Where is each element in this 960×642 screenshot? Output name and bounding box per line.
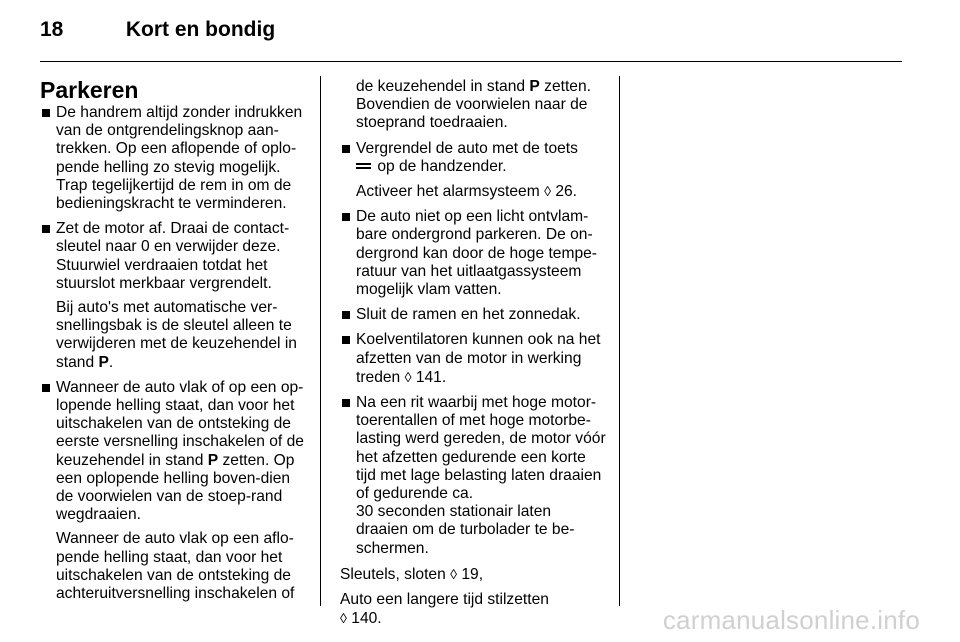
list-item [40,104,306,213]
item-text: Sluit de ramen en het zonnedak. [356,306,581,324]
chapter-title: Kort en bondig [125,18,276,41]
reference-arrow-icon: ◊ [404,368,412,385]
reference-arrow-icon: ◊ [544,183,551,200]
list-item [40,220,306,372]
column-middle [340,78,606,635]
lock-key-icon [356,162,373,171]
reference-arrow-icon: ◊ [450,565,458,582]
column-divider [320,76,321,606]
list-item: Vergrendel de auto met de toets op de handzender. Activeer het alarmsysteem ◊ 26. [340,140,606,202]
item-subparagraph: Bij auto's met automatische ver-snellingsbak is de sleutel alleen te verwijderen met de keuzehendel in stand P. [56,299,297,371]
page-number: 18 [40,18,64,41]
header-rule [40,61,902,62]
item-subparagraph: Wanneer de auto vlak op een aflo-pende helling staat, dan voor het uitschakelen van de ontsteking de achteruitversnelling inschakelen of [56,530,295,603]
item-text: De auto niet op een licht ontvlam-bare ondergrond parkeren. De on-dergrond kan door de hoge tempe-ratuur van het uitlaatgassysteem mogelijk vlam vatten. [356,208,598,299]
item-text: Zet de motor af. Draai de contact-sleutel naar 0 en verwijder deze. Stuurwiel verdraaien totdat het stuurslot merkbaar vergrendelt. [56,220,290,292]
column-left [40,78,306,610]
watermark: carmanualsonline.info [662,605,920,635]
list-item: Na een rit waarbij met hoge motor-toerentallen of met hoge motorbe-lasting werd gereden, de motor vóór het afzetten gedurende een korte tijd met lage belasting laten draaien of gedurende ca. 30 seconden stationair laten draaien om de turbolader te be-schermen. [340,394,606,558]
list-item: Wanneer de auto vlak of op een op-lopende helling staat, dan voor het uitschakelen van de ontsteking de eerste versnelling inschakelen of de keuzehendel in stand P zetten. Op een oplopende helling boven-dien de voorwielen van de stoep-rand wegdraaien. Wanneer de auto vlak op een aflo-pende helling staat, dan voor het uitschakelen van de ontsteking de achteruitversnelling inschakelen of [40,379,306,603]
column-divider-right [619,76,620,606]
page-header [40,18,275,42]
section-title: Parkeren [40,77,139,103]
item-subparagraph: Activeer het alarmsysteem ◊ 26. [356,183,578,201]
list-item [340,208,606,299]
reference-arrow-icon: ◊ [340,610,347,627]
item-text: De handrem altijd zonder indrukken van de ontgrendelingsknop aan-trekken. Op een aflopende of oplo-pende helling zo stevig mogelijk. Trap tegelijkertijd de rem in om de bedieningskracht te verminderen. [56,104,303,213]
list-item-continued: de keuzehendel in stand P zetten. Bovendien de voorwielen naar de stoeprand toedraaien. [356,78,591,132]
list-item: Koelventilatoren kunnen ook na het afzetten van de motor in werking treden ◊ 141. [340,331,606,387]
cross-reference[interactable]: Sleutels, sloten ◊ 19, [340,565,484,583]
list-item [340,306,606,324]
cross-reference[interactable]: Auto een langere tijd stilzetten ◊ 140. [340,591,549,628]
